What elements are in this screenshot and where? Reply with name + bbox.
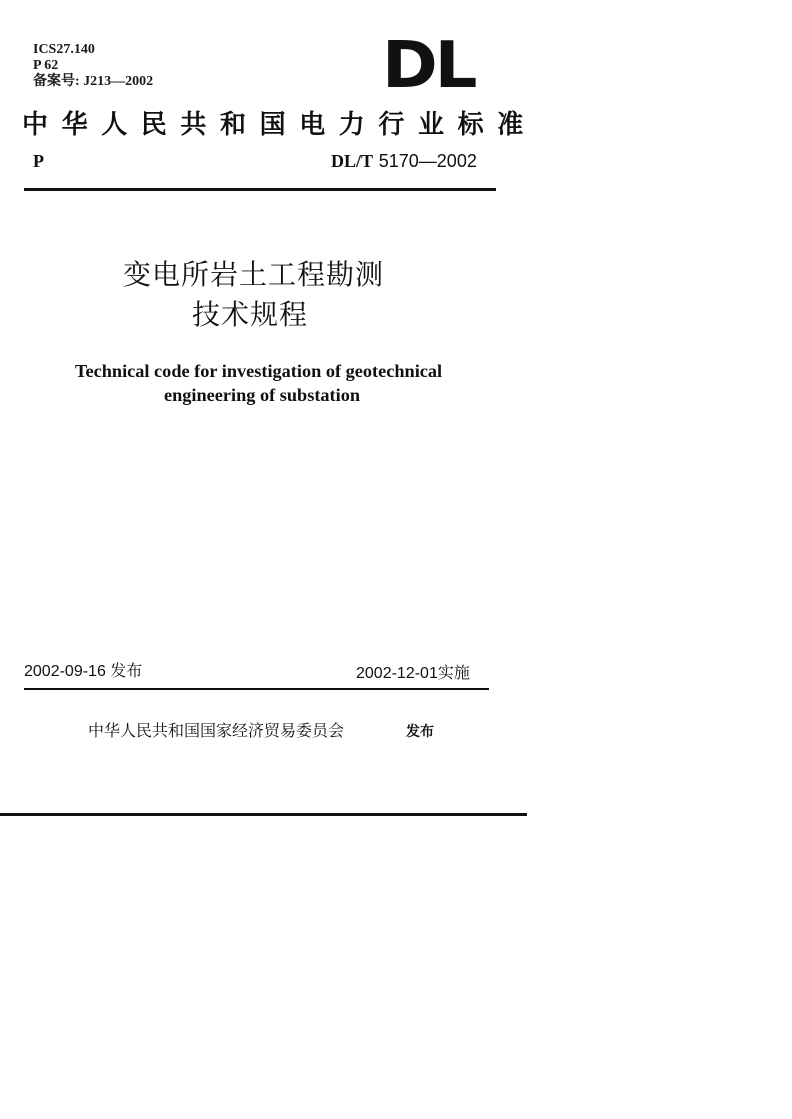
title-chinese-line-2: 技术规程 — [192, 298, 309, 331]
standard-number — [331, 150, 477, 173]
date-rule — [24, 688, 489, 690]
header-rule — [24, 188, 496, 191]
category-letter: P — [33, 151, 44, 171]
filing-number: 备案号: J213—2002 — [33, 74, 154, 89]
publisher-suffix: 发布 — [406, 724, 434, 740]
standard-prefix: DL/T — [331, 151, 374, 171]
implementation-date: 2002-12-01实施 — [356, 665, 470, 682]
publisher-name: 中华人民共和国国家经济贸易委员会 — [88, 721, 345, 740]
dl-logo: DL — [382, 29, 475, 103]
standard-code: 5170—2002 — [378, 151, 477, 171]
classification-code: P 62 — [33, 58, 59, 73]
issue-date: 2002-09-16 发布 — [24, 663, 143, 680]
title-english-line-1: Technical code for investigation of geotechnical — [75, 361, 443, 381]
title-english-line-2: engineering of substation — [164, 385, 361, 405]
title-chinese-line-1: 变电所岩土工程勘测 — [123, 258, 385, 291]
standard-issuing-category: 中华人民共和国电力行业标准 — [22, 110, 537, 140]
ics-code: ICS27.140 — [33, 42, 95, 57]
footer-rule — [0, 813, 527, 816]
